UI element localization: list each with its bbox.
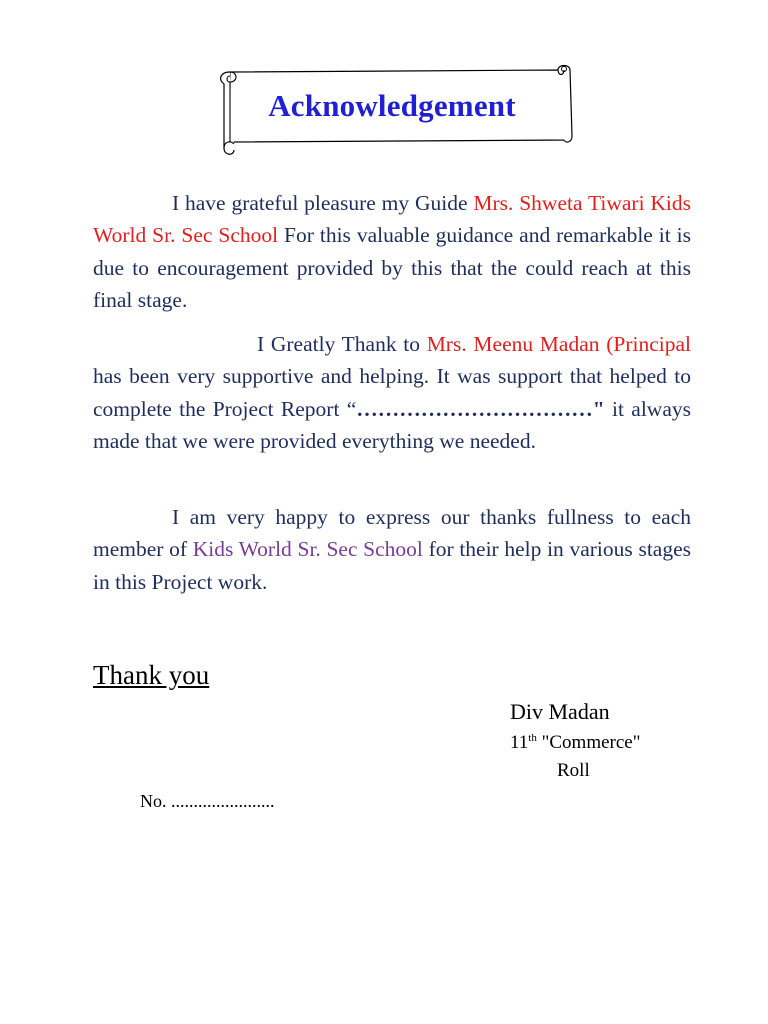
paragraph-principal-rest: it always made that we were provided everything we needed. (93, 396, 691, 453)
signature-class (510, 732, 640, 754)
class-number: 11 (510, 732, 529, 753)
project-title-blank: ……………………………" (356, 396, 605, 421)
signature-name: Div Madan (510, 699, 610, 724)
school-name: Kids World Sr. Sec School (192, 537, 423, 562)
page-title: Acknowledgement (268, 88, 516, 123)
paragraph-guide (93, 187, 691, 316)
paragraph-principal-intro: I Greatly Thank to (257, 332, 427, 356)
paragraph-principal-middle: has been very supportive and helping. It was support that helped to complete the Project Report “ (93, 364, 691, 421)
signature-roll-label: Roll (557, 760, 590, 781)
title-scroll-banner (216, 64, 578, 158)
class-suffix: th (528, 732, 537, 744)
roll-number-blank: No. ....................... (140, 791, 275, 811)
class-stream: "Commerce" (536, 732, 641, 753)
paragraph-guide-intro: I have grateful pleasure my Guide (172, 191, 474, 215)
guide-name: Mrs. Shweta Tiwari Kids World Sr. Sec School (93, 191, 692, 248)
paragraph-school-intro: I am very happy to express our thanks fullness to each member of (93, 505, 691, 562)
paragraph-guide-rest: For this valuable guidance and remarkable it is due to encouragement provided by this that the could reach at this final stage. (93, 223, 692, 312)
paragraph-school-rest: for their help in various stages in this Project work. (93, 537, 691, 594)
principal-name: Mrs. Meenu Madan (Principal (426, 332, 691, 356)
paragraph-principal (93, 328, 691, 457)
closing-thank-you: Thank you (93, 660, 210, 690)
paragraph-school (93, 501, 691, 598)
